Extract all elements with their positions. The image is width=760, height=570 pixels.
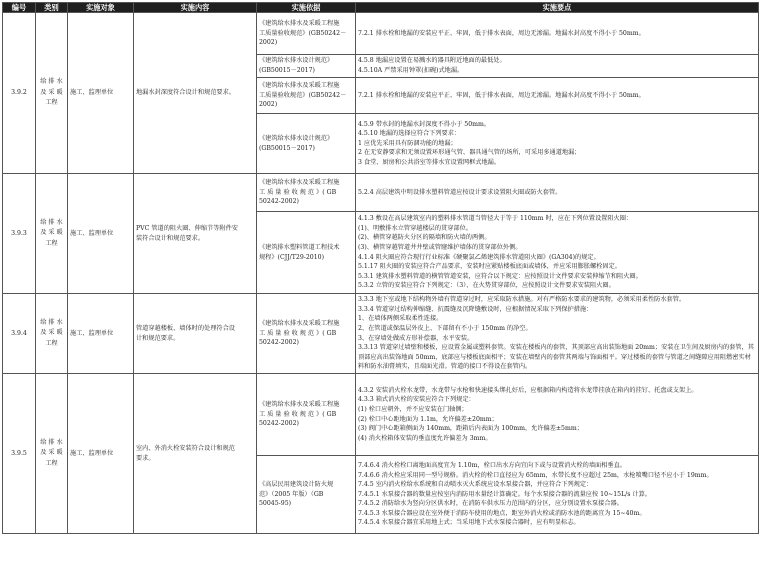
table-header-row	[3, 3, 759, 13]
category-line: 及 采 暖	[40, 329, 63, 337]
points-line: 3 食堂、厨房和公共浴室等排水宜设置网框式地漏。	[358, 158, 501, 166]
basis-line: 50242-2002)	[259, 198, 299, 206]
item-basis	[257, 55, 356, 78]
basis-line: 2002)	[259, 39, 278, 47]
item-points	[356, 114, 759, 174]
category-line: 及 采 暖	[40, 88, 63, 96]
points-line: 7.4.5.1 水泵接合器的数量应按室内消防用水量经计算确定。每个水泵接合器的流量应按 10~15L/s 计算。	[358, 490, 651, 498]
category-line: 工程	[45, 339, 58, 347]
category-line: 工程	[45, 99, 58, 107]
content-line: 地漏水封深度符合设计和规范要求。	[136, 89, 235, 97]
points-line: 7.4.6.4 消火栓栓口离地面高度宜为 1.10m，栓口出水方向宜向下或与设置消火栓的墙面相垂直。	[358, 461, 626, 469]
points-line: 5.3.1 建筑排水塑料管道的横管管道安装，应符合以下规定：应按照设计文件要求安装伸缩节和阻火圈。	[358, 272, 642, 280]
points-line: 4.5.10 地漏的选择应符合下列要求：	[358, 130, 461, 138]
points-line: 7.2.1 排水栓和地漏的安装应平正、牢固，低于排水表面，周边无渗漏。地漏水封高度不得小于 50mm。	[358, 91, 645, 99]
item-basis	[257, 456, 356, 534]
basis-line: 《建筑给水排水及采暖工程施	[259, 401, 340, 409]
item-number: 3.9.4	[3, 294, 36, 374]
points-line: 1 应优先采用具有防涸功能的地漏；	[358, 139, 457, 147]
basis-line: 工 质 量 验 收 规 范 》( GB	[259, 410, 337, 418]
basis-line: 范》（2005 年版）（GB	[259, 490, 324, 498]
basis-line: 50045-95)	[259, 500, 292, 508]
item-basis	[257, 78, 356, 114]
item-points	[356, 174, 759, 212]
points-line: 5.2.4 高层建筑中明设排水塑料管道应按设计要求设置阻火圈或防火套管。	[358, 188, 562, 196]
item-number: 3.9.3	[3, 174, 36, 294]
points-line: 4.1.4 阻火圈应符合现行行业标准《硬聚氯乙烯建筑排水管道阻火圈》(GA304)的规定。	[358, 253, 600, 261]
header-content: 实施内容	[134, 3, 257, 13]
points-line: (2)、横管穿越防火分区的隔墙和防火墙的两侧。	[358, 234, 491, 242]
header-num: 编号	[3, 3, 36, 13]
item-basis	[257, 294, 356, 374]
points-line: 4.5.8 地漏应设置在易溅水的器具附近地面的最低处。	[358, 57, 506, 65]
header-points: 实施要点	[356, 3, 759, 13]
points-line: 7.2.1 排水栓和地漏的安装应平正、牢固，低于排水表面，周边无渗漏。地漏水封高度不得小于 50mm。	[358, 29, 645, 37]
item-content	[134, 374, 257, 534]
points-line: (3)、横管穿越管道井井壁或管窿维护墙体的贯穿部位外侧。	[358, 243, 522, 251]
points-line: 7.4.6.6 消火栓应采用同一型号规格。消火栓的栓口直径应为 65mm，水带长度不应超过 25m，水枪喷嘴口径不应小于 19mm。	[358, 471, 713, 479]
basis-line: 《建筑给水排水及采暖工程施	[259, 20, 340, 28]
points-line: 3.3.4 管道穿过结构伸缩缝、抗震缝及沉降缝敷设时，应根据情况采取下列保护措施：	[358, 305, 593, 313]
item-points	[356, 212, 759, 294]
item-content	[134, 294, 257, 374]
item-points	[356, 374, 759, 456]
points-line: 3、在穿墙处做成方形补偿器，水平安装。	[358, 334, 474, 342]
basis-line: 《建筑给水排水及采暖工程施	[259, 320, 340, 328]
item-basis	[257, 374, 356, 456]
item-category	[36, 174, 68, 294]
category-line: 给 排 水	[40, 438, 63, 446]
item-number: 3.9.2	[3, 13, 36, 174]
table-row	[3, 174, 759, 212]
item-basis	[257, 174, 356, 212]
item-basis	[257, 13, 356, 55]
content-line: 室内、外消火栓安装符合设计和规范	[136, 444, 235, 452]
basis-line: 《建筑给水排水及采暖工程施	[259, 82, 340, 90]
points-line: 5.1.17 阻火圈的安装应符合产品要求，安装时应紧贴楼板底面或墙体，并应采用膨胀螺栓固定。	[358, 263, 621, 271]
item-category	[36, 374, 68, 534]
item-basis	[257, 114, 356, 174]
points-line: 7.4.5.2 消防给水为竖向分区供水时，在消防车供水压力范围内的分区，应分别设置水泵接合器。	[358, 500, 623, 508]
table-row	[3, 294, 759, 374]
points-line: 2 在无安静要求和无须设置环形通气管、器具通气管的场所，可采用多通道地漏；	[358, 149, 581, 157]
content-line: PVC 管道的阻火圈、伸缩节等附件安	[136, 224, 238, 232]
points-line: 4.3.3 箱式消火栓的安装应符合下列规定：	[358, 396, 475, 404]
points-line: 4.5.10A 严禁采用钟罩(扣碗)式地漏。	[358, 67, 464, 74]
basis-line: 规程》(CJJ/T29-2010)	[259, 253, 325, 261]
points-line: 3.3.13 管道穿过墙壁和楼板，应设置金属或塑料套管。安装在楼板内的套管，其顶部应高出装饰地面 20mm；安装在卫生间及厨房内的套管，其顶部应高出装饰地面 50mm，底部应与楼板底面相平；安装在墙壁内的套管其两端与饰面相平。穿过楼板的套管与管道之间缝隙应用阻燃密实材料和防水油膏填实，且端面光滑。管道的接口不得设在套管内。	[358, 344, 754, 371]
basis-line: 工质量验收规范》(GB50242－	[259, 91, 347, 99]
category-line: 及 采 暖	[40, 229, 63, 237]
basis-line: 《建筑排水塑料管道工程技术	[259, 243, 340, 251]
points-line: 3.3.3 地下室或地下结构物外墙有管道穿过时，应采取防水措施。对有严格防水要求的建筑物，必须采用柔性防水套管。	[358, 296, 686, 304]
category-line: 给 排 水	[40, 78, 63, 86]
item-content	[134, 13, 257, 174]
category-line: 及 采 暖	[40, 449, 63, 457]
points-line: 5.3.2 立管的安装应符合下列规定：（3）、在火势贯穿部位，应按照设计文件要求安装阻火圈。	[358, 282, 615, 290]
item-category	[36, 13, 68, 174]
category-line: 工程	[45, 239, 58, 247]
header-basis: 实施依据	[257, 3, 356, 13]
content-line: 计和规范要求。	[136, 334, 180, 342]
points-line: 4.3.2 安装消火栓水龙带，水龙带与水枪和快速接头绑扎好后，应根据箱内构造将水龙带挂放在箱内的挂钉、托盘或支架上。	[358, 386, 698, 394]
item-category	[36, 294, 68, 374]
item-points	[356, 78, 759, 114]
points-line: (2) 栓口中心距地面为 1.1m，允许偏差±20mm；	[358, 415, 498, 423]
points-line: 4.5.9 带水封的地漏水封深度不得小于 50mm。	[358, 120, 491, 128]
table-body	[3, 13, 759, 534]
points-line: 7.4.5 室内消火栓给水系统和自动喷水灭火系统应设水泵接合器，并应符合下列规定：	[358, 481, 593, 489]
basis-line: (GB50015－2017)	[259, 144, 315, 152]
points-line: (4) 消火栓箱体安装的垂直度允许偏差为 3mm。	[358, 434, 492, 442]
basis-line: 50242-2002)	[259, 339, 299, 347]
basis-line: 《建筑给水排水设计规范》	[259, 57, 334, 65]
item-points	[356, 13, 759, 55]
points-line: (1)、明敷排水立管穿越楼层的贯穿部位。	[358, 224, 472, 232]
item-object: 施工、监理单位	[68, 294, 134, 374]
header-object: 实施对象	[68, 3, 134, 13]
points-line: (3) 阀门中心距箱侧面为 140mm，距箱后内表面为 100mm，允许偏差±5mm；	[358, 425, 583, 433]
points-line: (1) 栓口应朝外，并不应安装在门轴侧；	[358, 405, 468, 413]
table-row	[3, 13, 759, 55]
item-points	[356, 456, 759, 534]
basis-line: 工 质 量 验 收 规 范 》( GB	[259, 329, 337, 337]
item-number: 3.9.5	[3, 374, 36, 534]
category-line: 给 排 水	[40, 218, 63, 226]
content-line: 装符合设计和规范要求。	[136, 234, 205, 242]
basis-line: 《建筑给水排水及采暖工程施	[259, 179, 340, 187]
basis-line: (GB50015－2017)	[259, 67, 315, 74]
basis-line: 工 质 量 验 收 规 范 》( GB	[259, 188, 337, 196]
item-points	[356, 55, 759, 78]
basis-line: 《高层民用建筑设计防火规	[259, 481, 334, 489]
basis-line: 2002)	[259, 101, 278, 109]
points-line: 1、在墙体两侧采取柔性连接。	[358, 315, 443, 323]
category-line: 工程	[45, 459, 58, 467]
item-object: 施工、监理单位	[68, 13, 134, 174]
table-row	[3, 374, 759, 456]
item-object: 施工、监理单位	[68, 374, 134, 534]
item-object: 施工、监理单位	[68, 174, 134, 294]
item-basis	[257, 212, 356, 294]
item-points	[356, 294, 759, 374]
points-line: 7.4.5.3 水泵接合器应设在室外便于消防车使用的地点，距室外消火栓或消防水池的距离宜为 15~40m。	[358, 509, 646, 517]
content-line: 要求。	[136, 454, 155, 462]
points-line: 2、在管道或保温层外皮上、下部留有不小于 150mm 的净空。	[358, 324, 532, 332]
spec-table	[2, 2, 759, 534]
content-line: 管道穿越楼板、墙体时的处理符合设	[136, 324, 235, 332]
header-category: 类别	[36, 3, 68, 13]
basis-line: 《建筑给水排水设计规范》	[259, 134, 334, 142]
points-line: 7.4.5.4 水泵接合器宜采用地上式；当采用地下式水泵接合器时，应有明显标志。	[358, 519, 580, 527]
basis-line: 50242-2002)	[259, 420, 299, 428]
points-line: 4.1.3 敷设在高层建筑室内的塑料排水管道当管径大于等于 110mm 时，应在下列位置设置阻火圈：	[358, 215, 633, 223]
item-content	[134, 174, 257, 294]
basis-line: 工质量验收规范》(GB50242－	[259, 29, 347, 37]
category-line: 给 排 水	[40, 318, 63, 326]
